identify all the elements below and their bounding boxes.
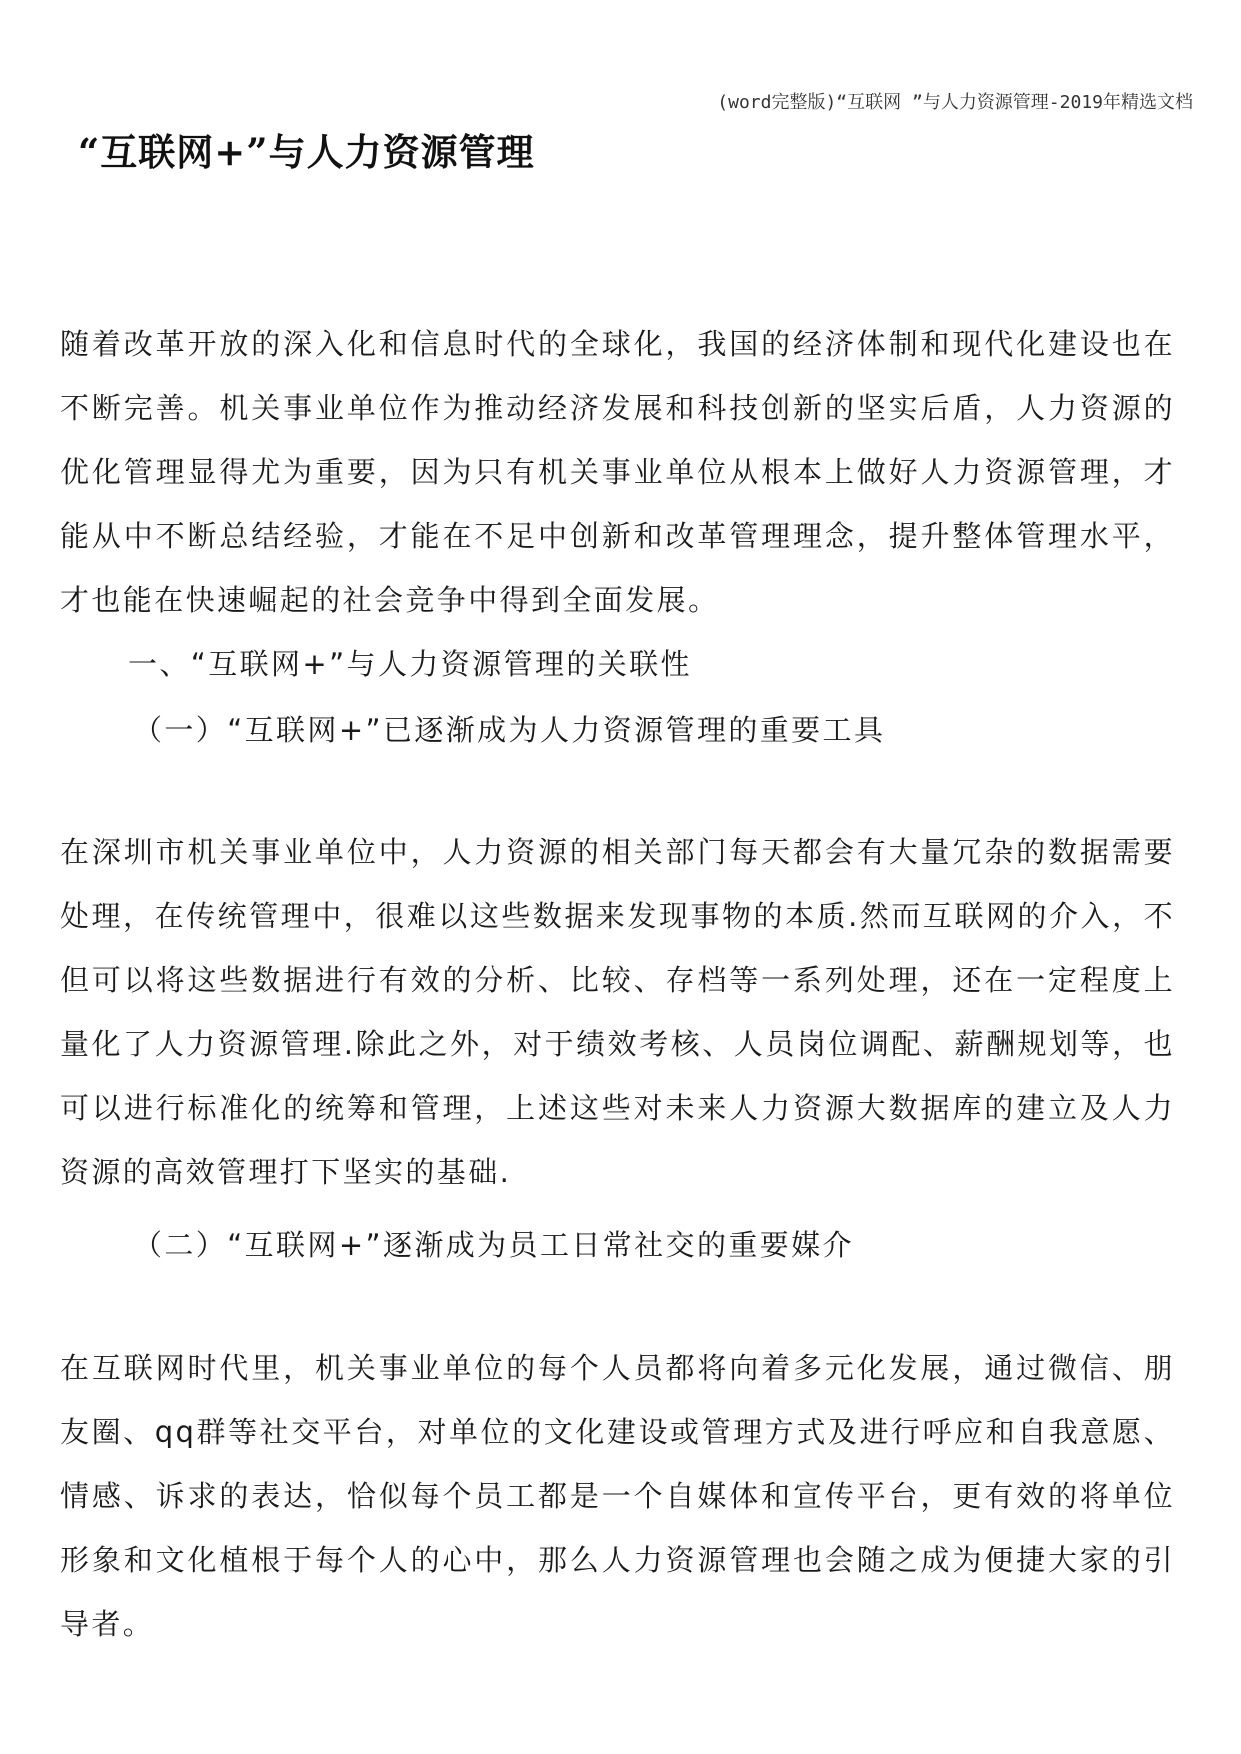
section-heading: 一、“互联网+”与人力资源管理的关联性 <box>128 647 692 681</box>
running-header: (word完整版)“互联网 ”与人力资源管理-2019年精选文档 <box>717 92 1193 113</box>
subheading-1: （一）“互联网+”已逐渐成为人力资源管理的重要工具 <box>133 713 886 747</box>
paragraph-data-processing: 在深圳市机关事业单位中，人力资源的相关部门每天都会有大量冗杂的数据需要处理，在传统管理中，很难以这些数据来发现事物的本质.然而互联网的介入，不但可以将这些数据进行有效的分析、比较、存档等一系列处理，还在一定程度上量化了人力资源管理.除此之外，对于绩效考核、人员岗位调配、薪酬规划等，也可以进行标准化的统筹和管理，上述这些对未来人力资源大数据库的建立及人力资源的高效管理打下坚实的基础. <box>60 835 1175 1189</box>
paragraph-social-media: 在互联网时代里，机关事业单位的每个人员都将向着多元化发展，通过微信、朋友圈、qq群等社交平台，对单位的文化建设或管理方式及进行呼应和自我意愿、情感、诉求的表达，恰似每个员工都是一个自媒体和宣传平台，更有效的将单位形象和文化植根于每个人的心中，那么人力资源管理也会随之成为便捷大家的引导者。 <box>60 1351 1175 1641</box>
subheading-2: （二）“互联网+”逐渐成为员工日常社交的重要媒介 <box>133 1228 854 1262</box>
document-title: “互联网+”与人力资源管理 <box>78 130 535 174</box>
paragraph-intro: 随着改革开放的深入化和信息时代的全球化，我国的经济体制和现代化建设也在不断完善。机关事业单位作为推动经济发展和科技创新的坚实后盾，人力资源的优化管理显得尤为重要，因为只有机关事业单位从根本上做好人力资源管理，才能从中不断总结经验，才能在不足中创新和改革管理理念，提升整体管理水平，才也能在快速崛起的社会竞争中得到全面发展。 <box>60 327 1175 617</box>
